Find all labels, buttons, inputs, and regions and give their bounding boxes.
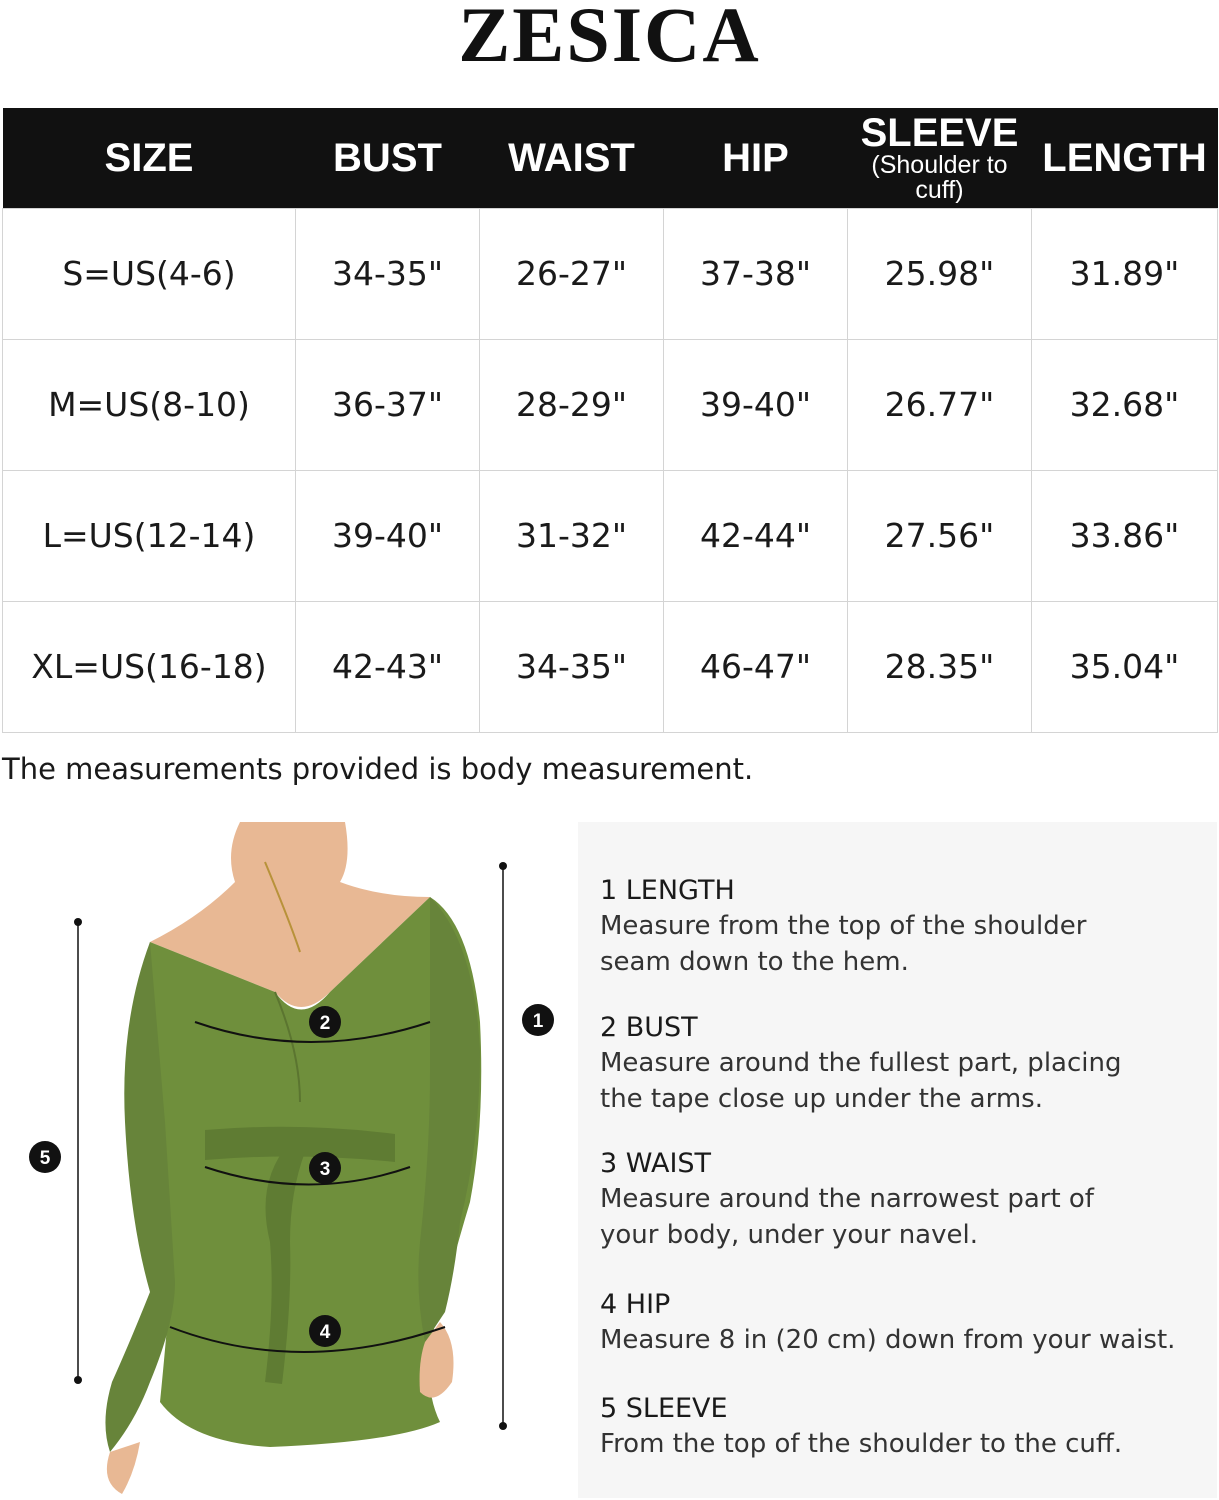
guide-waist-title: 3 WAIST bbox=[600, 1148, 712, 1179]
marker-1-label: 1 bbox=[532, 1011, 544, 1032]
cell-bust: 34-35" bbox=[296, 208, 480, 339]
cell-length: 31.89" bbox=[1032, 208, 1218, 339]
dress-measurement-figure bbox=[0, 822, 570, 1500]
marker-4-label: 4 bbox=[319, 1322, 331, 1343]
cell-hip: 46-47" bbox=[664, 601, 848, 732]
guide-sleeve bbox=[600, 1392, 1210, 1462]
measurement-guide bbox=[578, 822, 1217, 1498]
marker-3-label: 3 bbox=[319, 1159, 331, 1180]
cell-waist: 34-35" bbox=[480, 601, 664, 732]
dress-illustration bbox=[0, 822, 570, 1500]
guide-waist-desc: Measure around the narrowest part of your body, under your navel. bbox=[600, 1184, 1094, 1250]
guide-length bbox=[600, 874, 1210, 980]
cell-size: M=US(8-10) bbox=[3, 339, 296, 470]
header-waist bbox=[480, 108, 664, 208]
cell-sleeve: 28.35" bbox=[848, 601, 1032, 732]
table-row bbox=[3, 208, 1218, 339]
guide-hip-title: 4 HIP bbox=[600, 1289, 671, 1320]
header-length-label: LENGTH bbox=[1042, 135, 1207, 180]
marker-2 bbox=[309, 1006, 341, 1038]
marker-5 bbox=[29, 1141, 61, 1173]
cell-length: 33.86" bbox=[1032, 470, 1218, 601]
marker-5-label: 5 bbox=[39, 1148, 51, 1169]
marker-4 bbox=[309, 1315, 341, 1347]
cell-size: L=US(12-14) bbox=[3, 470, 296, 601]
cell-sleeve: 26.77" bbox=[848, 339, 1032, 470]
cell-hip: 37-38" bbox=[664, 208, 848, 339]
marker-1 bbox=[522, 1004, 554, 1036]
cell-hip: 42-44" bbox=[664, 470, 848, 601]
guide-bust-desc: Measure around the fullest part, placing the tape close up under the arms. bbox=[600, 1048, 1122, 1114]
header-sleeve-label: SLEEVE bbox=[860, 110, 1019, 155]
guide-length-title: 1 LENGTH bbox=[600, 875, 735, 906]
cell-bust: 36-37" bbox=[296, 339, 480, 470]
cell-hip: 39-40" bbox=[664, 339, 848, 470]
header-size bbox=[3, 108, 296, 208]
cell-waist: 31-32" bbox=[480, 470, 664, 601]
header-sleeve-sublabel: (Shoulder to cuff) bbox=[871, 150, 1008, 204]
marker-3 bbox=[309, 1152, 341, 1184]
guide-hip-desc: Measure 8 in (20 cm) down from your waist. bbox=[600, 1325, 1176, 1355]
cell-waist: 26-27" bbox=[480, 208, 664, 339]
table-row bbox=[3, 601, 1218, 732]
cell-size: XL=US(16-18) bbox=[3, 601, 296, 732]
header-length bbox=[1032, 108, 1218, 208]
header-bust bbox=[296, 108, 480, 208]
header-waist-label: WAIST bbox=[508, 135, 635, 180]
measurement-note: The measurements provided is body measurement. bbox=[2, 752, 754, 786]
guide-length-desc: Measure from the top of the shoulder seam down to the hem. bbox=[600, 911, 1087, 977]
left-hand bbox=[107, 1442, 140, 1494]
cell-sleeve: 25.98" bbox=[848, 208, 1032, 339]
marker-2-label: 2 bbox=[319, 1013, 331, 1034]
guide-sleeve-title: 5 SLEEVE bbox=[600, 1393, 728, 1424]
header-hip bbox=[664, 108, 848, 208]
guide-sleeve-desc: From the top of the shoulder to the cuff. bbox=[600, 1429, 1123, 1459]
header-bust-label: BUST bbox=[333, 135, 442, 180]
cell-bust: 39-40" bbox=[296, 470, 480, 601]
guide-bust bbox=[600, 1011, 1210, 1117]
table-row bbox=[3, 470, 1218, 601]
cell-length: 35.04" bbox=[1032, 601, 1218, 732]
table-header-row bbox=[3, 108, 1218, 208]
cell-waist: 28-29" bbox=[480, 339, 664, 470]
cell-sleeve: 27.56" bbox=[848, 470, 1032, 601]
brand-logo: ZESICA bbox=[458, 0, 761, 78]
cell-bust: 42-43" bbox=[296, 601, 480, 732]
cell-size: S=US(4-6) bbox=[3, 208, 296, 339]
header-sleeve bbox=[848, 108, 1032, 208]
cell-length: 32.68" bbox=[1032, 339, 1218, 470]
header-hip-label: HIP bbox=[722, 135, 789, 180]
table-row bbox=[3, 339, 1218, 470]
guide-bust-title: 2 BUST bbox=[600, 1012, 698, 1043]
size-chart-table bbox=[2, 108, 1218, 733]
header-size-label: SIZE bbox=[104, 135, 194, 180]
guide-waist bbox=[600, 1147, 1210, 1253]
guide-hip bbox=[600, 1288, 1210, 1358]
